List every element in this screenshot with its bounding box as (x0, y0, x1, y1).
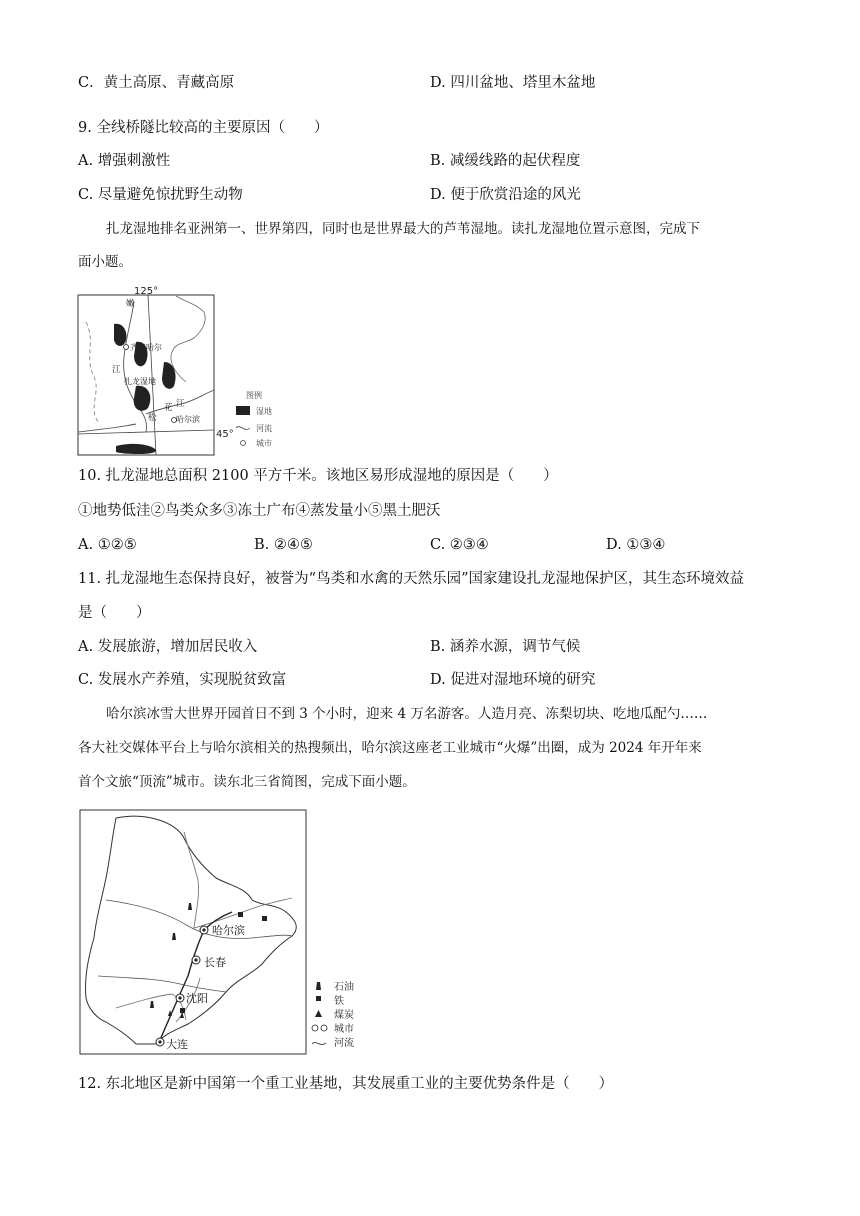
label-jiang: 江 (112, 365, 121, 375)
q10-stem: 10. 扎龙湿地总面积 2100 平方千米。该地区易形成湿地的原因是（ ） (78, 468, 558, 484)
legend-river-icon (312, 1042, 326, 1044)
label-song: 松 (148, 413, 157, 423)
legend-oil-icon (316, 982, 321, 990)
passage-harbin-line-3: 首个文旅“顶流”城市。读东北三省简图，完成下面小题。 (78, 774, 416, 790)
label-jiang-2: 江 (176, 399, 185, 409)
label-zhalong: 扎龙湿地 (124, 377, 156, 386)
legend-city-label: 城市 (334, 1024, 354, 1035)
legend-river-label: 河流 (334, 1038, 354, 1049)
passage-zhalong-line-2: 面小题。 (78, 254, 132, 270)
q11-option-b: B. 涵养水源，调节气候 (430, 639, 581, 655)
q11-stem-line-1: 11. 扎龙湿地生态保持良好，被誉为“鸟类和水禽的天然乐园”国家建设扎龙湿地保护区，其生态环境效益 (78, 571, 744, 587)
q11-stem-line-2: 是（ ） (78, 605, 151, 621)
q10-options-line: ①地势低洼②鸟类众多③冻土广布④蒸发量小⑤黑土肥沃 (78, 503, 441, 519)
latitude-label: 45° (216, 429, 234, 440)
legend-coal-icon (315, 1010, 322, 1017)
label-nen: 嫩 (126, 299, 135, 309)
longitude-label: 125° (134, 286, 159, 297)
legend-city-icon-1 (312, 1025, 318, 1031)
label-hua: 花 (164, 403, 173, 413)
q9-stem: 9. 全线桥隧比较高的主要原因（ ） (78, 120, 329, 136)
label-shenyang: 沈阳 (186, 992, 208, 1005)
legend-city-icon-2 (321, 1025, 327, 1031)
iron-marker-2 (262, 916, 267, 921)
q8-option-d: D. 四川盆地、塔里木盆地 (430, 75, 596, 91)
q10-option-c: C. ②③④ (430, 537, 489, 553)
qiqihar-city-marker (124, 345, 129, 350)
q9-option-b: B. 减缓线路的起伏程度 (430, 153, 581, 169)
legend-city-icon (241, 441, 246, 446)
q11-option-a: A. 发展旅游，增加居民收入 (78, 639, 258, 655)
label-harbin: 哈尔滨 (176, 415, 200, 424)
q11-option-d: D. 促进对湿地环境的研究 (430, 672, 596, 688)
legend-river-icon (236, 427, 250, 430)
q10-option-a: A. ①②⑤ (78, 537, 137, 553)
q11-option-c: C. 发展水产养殖，实现脱贫致富 (78, 672, 287, 688)
legend-wetland-swatch (236, 406, 250, 415)
iron-marker-3 (180, 1008, 185, 1013)
label-dalian: 大连 (166, 1038, 188, 1051)
passage-harbin-line-2: 各大社交媒体平台上与哈尔滨相关的热搜频出，哈尔滨这座老工业城市“火爆”出圈，成为 2024 年开年来 (78, 740, 702, 756)
label-harbin: 哈尔滨 (212, 924, 245, 937)
legend-wetland-label: 湿地 (256, 407, 272, 416)
legend-river-label: 河流 (256, 424, 272, 433)
zhalong-location-map (76, 282, 296, 457)
legend-oil-label: 石油 (334, 982, 354, 993)
passage-zhalong-line-1: 扎龙湿地排名亚洲第一、世界第四，同时也是世界最大的芦苇湿地。读扎龙湿地位置示意图，完成下 (106, 221, 700, 237)
label-qiqihar: 齐齐哈尔 (130, 343, 162, 352)
q8-option-c: C．黄土高原、青藏高原 (78, 75, 235, 91)
iron-marker-1 (238, 912, 243, 917)
label-changchun: 长春 (204, 956, 226, 969)
passage-harbin-line-1: 哈尔滨冰雪大世界开园首日不到 3 个小时，迎来 4 万名游客。人造月亮、冻梨切块、吃地瓜配勺…… (106, 706, 708, 722)
northeast-china-map (76, 808, 366, 1058)
legend-coal-label: 煤炭 (334, 1010, 354, 1021)
legend-iron-icon (316, 996, 321, 1001)
q9-option-a: A. 增强刺激性 (78, 153, 171, 169)
q10-option-b: B. ②④⑤ (254, 537, 313, 553)
q12-stem: 12. 东北地区是新中国第一个重工业基地，其发展重工业的主要优势条件是（ ） (78, 1076, 614, 1092)
q9-option-c: C. 尽量避免惊扰野生动物 (78, 187, 243, 203)
q10-option-d: D. ①③④ (606, 537, 666, 553)
legend-title: 图例 (246, 391, 262, 400)
legend-iron-label: 铁 (334, 996, 344, 1007)
q9-option-d: D. 便于欣赏沿途的风光 (430, 187, 581, 203)
legend-city-label: 城市 (256, 439, 272, 448)
